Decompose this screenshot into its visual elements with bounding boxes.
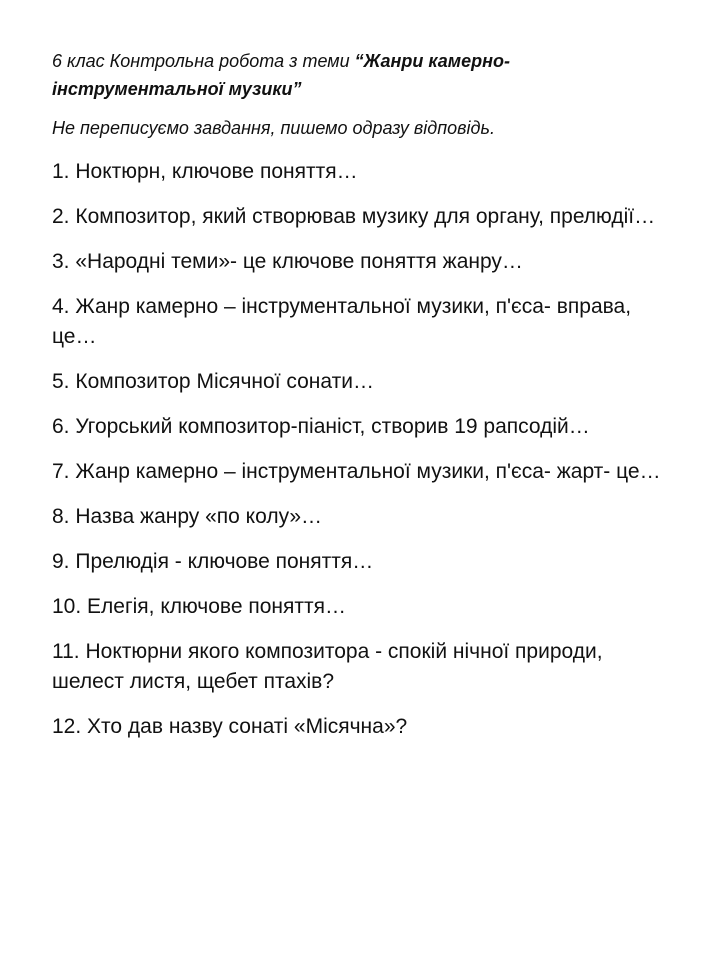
question-item: 6. Угорський композитор-піаніст, створив 19 рапсодій… [52,415,590,438]
instruction-text: Не переписуємо завдання, пишемо одразу відповідь. [52,118,495,138]
question-item: 11. Ноктюрни якого композитора - спокій нічної природи, шелест листя, щебет птахів? [52,640,603,693]
question-item: 3. «Народні теми»- це ключове поняття жанру… [52,250,523,273]
question-item: 12. Хто дав назву сонаті «Місячна»? [52,715,408,738]
question-item: 4. Жанр камерно – інструментальної музики, п'єса- вправа, це… [52,295,632,348]
document-header [52,47,652,103]
header-class-title: 6 клас Контрольна робота з теми [52,51,355,71]
question-item: 9. Прелюдія - ключове поняття… [52,550,374,573]
question-item: 10. Елегія, ключове поняття… [52,595,346,618]
question-item: 1. Ноктюрн, ключове поняття… [52,160,358,183]
question-item: 8. Назва жанру «по колу»… [52,505,322,528]
question-item: 7. Жанр камерно – інструментальної музики, п'єса- жарт- це… [52,460,661,483]
question-item: 2. Композитор, який створював музику для органу, прелюдії… [52,205,656,228]
question-list [52,157,672,757]
header-topic: “Жанри камерно-інструментальної музики” [52,51,510,99]
question-item: 5. Композитор Місячної сонати… [52,370,374,393]
